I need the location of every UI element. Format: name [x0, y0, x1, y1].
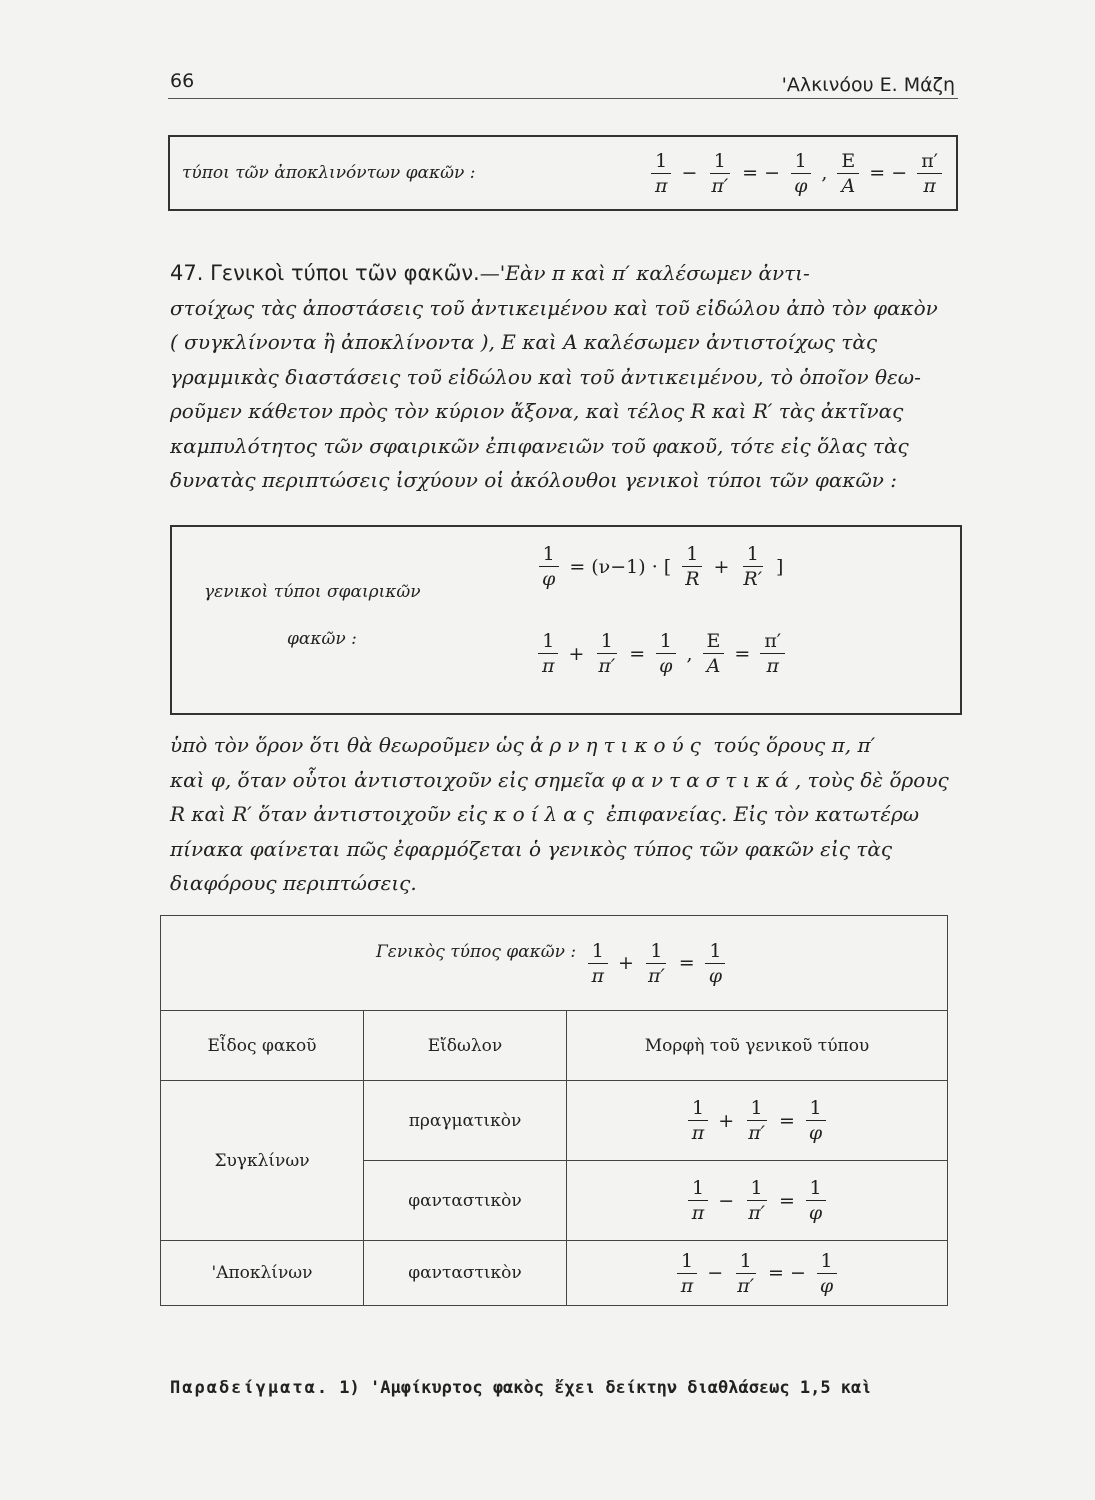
fraction: [651, 149, 672, 198]
numerator: 1: [747, 1096, 767, 1121]
table-title: Γενικὸς τύπος φακῶν :: [375, 941, 577, 962]
fraction: [805, 1176, 826, 1225]
fraction: [655, 629, 676, 678]
text: R καὶ R′ ὅταν ἀντιστοιχοῦν εἰς: [170, 802, 494, 826]
spaced-text: κοίλας: [493, 802, 600, 826]
denominator: φ: [808, 1202, 823, 1224]
fraction: [538, 542, 559, 591]
numerator: 1: [538, 629, 558, 654]
numerator: 1: [736, 1249, 756, 1274]
denominator: π′: [598, 655, 616, 677]
formula-operator: =: [779, 1109, 795, 1132]
fraction: [917, 149, 942, 198]
fraction: [703, 629, 725, 678]
fraction: [681, 542, 703, 591]
numerator: E: [837, 149, 859, 174]
numerator: 1: [597, 629, 617, 654]
formula: [682, 1176, 832, 1225]
denominator: π′: [748, 1202, 765, 1224]
formula-operator: ]: [776, 555, 784, 578]
fraction: [588, 939, 609, 988]
formula-operator: =: [734, 642, 751, 665]
examples-label: Παραδείγματα.: [170, 1378, 330, 1398]
formula: [645, 149, 948, 198]
formula: [671, 1249, 843, 1298]
formula-operator: −: [681, 162, 698, 184]
section-47: [170, 256, 960, 498]
formula-operator: ,: [686, 642, 693, 665]
formula-operator: =: [779, 1189, 795, 1212]
formula-operator: = −: [742, 162, 781, 184]
fraction: [707, 149, 732, 198]
formula-operator: +: [718, 1109, 735, 1132]
paragraph-line: στοίχως τὰς ἀποστάσεις τοῦ ἀντικειμένου καὶ τοῦ εἰδώλου ἀπὸ τὸν φακὸν: [170, 295, 938, 320]
formula-operator: −: [718, 1189, 735, 1212]
numerator: 1: [747, 1176, 767, 1201]
formula-operator: = −: [869, 162, 908, 184]
denominator: π: [591, 964, 605, 987]
numerator: 1: [646, 939, 666, 964]
lens-formula: [532, 629, 791, 678]
fraction: [677, 1249, 698, 1298]
denominator: φ: [659, 655, 673, 677]
paragraph-line: ροῦμεν κάθετον πρὸς τὸν κύριον ἄξονα, καὶ τέλος R καὶ R′ τὰς ἀκτῖνας: [170, 399, 904, 423]
fraction: [705, 939, 726, 988]
fraction: [790, 149, 811, 198]
numerator: 1: [806, 1096, 826, 1121]
formula-operator: +: [618, 952, 634, 974]
denominator: φ: [819, 1274, 834, 1297]
fraction: [739, 542, 766, 591]
column-header: Εἴδωλον: [364, 1011, 567, 1081]
formula-operator: = (ν−1) · [: [569, 555, 672, 578]
formula-box-label: φακῶν :: [287, 629, 357, 649]
denominator: A: [706, 655, 721, 677]
numerator: 1: [806, 1176, 826, 1201]
fraction: [688, 1096, 709, 1145]
numerator: 1: [705, 939, 725, 964]
paragraph-line: διαφόρους περιπτώσεις.: [170, 871, 417, 895]
paragraph-line: πίνακα φαίνεται πῶς ἐφαρμόζεται ὁ γενικὸς τύπος τῶν φακῶν εἰς τὰς: [170, 836, 893, 861]
fraction: [744, 1176, 769, 1225]
formula: [582, 939, 732, 988]
numerator: 1: [588, 939, 608, 964]
section-heading: 47. Γενικοὶ τύποι τῶν φακῶν.: [170, 261, 480, 285]
formula-box-general: [170, 525, 962, 715]
fraction: [733, 1249, 758, 1298]
denominator: π′: [647, 964, 665, 987]
numerator: 1: [817, 1249, 837, 1274]
image-type-cell: φανταστικὸν: [364, 1161, 567, 1241]
fraction: [688, 1176, 709, 1225]
paragraph-conditions: [170, 728, 960, 901]
denominator: φ: [794, 174, 808, 197]
table-row: [161, 1241, 948, 1306]
denominator: φ: [808, 1122, 823, 1144]
denominator: R′: [743, 568, 763, 590]
paragraph-line: δυνατὰς περιπτώσεις ἰσχύουν οἱ ἀκόλουθοι γενικοὶ τύποι τῶν φακῶν :: [170, 468, 898, 492]
formula-box-diverging: [168, 135, 958, 211]
image-type-cell: πραγματικὸν: [364, 1081, 567, 1161]
numerator: 1: [682, 542, 702, 567]
fraction: [744, 1096, 769, 1145]
fraction: [594, 629, 619, 678]
denominator: π: [691, 1202, 705, 1224]
table-header-row: [161, 1011, 948, 1081]
formula: [682, 1096, 832, 1145]
lensmaker-formula: [532, 542, 787, 591]
formula-operator: +: [713, 555, 730, 578]
column-header: Μορφὴ τοῦ γενικοῦ τύπου: [567, 1011, 948, 1081]
text: ἐπιφανείας. Εἰς τὸν κατωτέρω: [599, 802, 920, 826]
formula-operator: =: [629, 642, 646, 665]
fraction: [816, 1249, 837, 1298]
denominator: π′: [711, 174, 729, 197]
paragraph-line: γραμμικὰς διαστάσεις τοῦ εἰδώλου καὶ τοῦ ἀντικειμένου, τὸ ὁποῖον θεω-: [170, 364, 921, 389]
formula-box-label: γενικοὶ τύποι σφαιρικῶν: [204, 582, 421, 602]
numerator: 1: [651, 149, 671, 174]
denominator: π′: [737, 1274, 755, 1297]
denominator: φ: [542, 568, 556, 590]
denominator: π: [766, 655, 779, 677]
denominator: π: [691, 1122, 705, 1144]
examples-line: [170, 1378, 872, 1398]
formula-operator: =: [678, 952, 695, 974]
denominator: π: [680, 1274, 694, 1297]
paragraph-line: καμπυλότητος τῶν σφαιρικῶν ἐπιφανειῶν τοῦ φακοῦ, τότε εἰς ὅλας τὰς: [170, 433, 909, 458]
denominator: π: [923, 174, 936, 197]
numerator: 1: [710, 149, 730, 174]
fraction: [760, 629, 785, 678]
numerator: 1: [688, 1176, 708, 1201]
table-row: [161, 1081, 948, 1161]
formula-operator: +: [568, 642, 585, 665]
text: τούς ὅρους π, π′: [706, 733, 876, 757]
fraction: [805, 1096, 826, 1145]
text: ὑπὸ τὸν ὅρον ὅτι θὰ θεωροῦμεν ὡς: [170, 733, 531, 757]
image-type-cell: φανταστικὸν: [364, 1241, 567, 1306]
denominator: π: [542, 655, 555, 677]
numerator: 1: [688, 1096, 708, 1121]
numerator: 1: [539, 542, 559, 567]
spaced-text: ἀρνητικούς: [530, 733, 707, 757]
fraction: [837, 149, 859, 198]
fraction: [644, 939, 669, 988]
numerator: 1: [656, 629, 676, 654]
denominator: R: [685, 568, 700, 590]
header-rule: [168, 98, 958, 99]
numerator: 1: [677, 1249, 697, 1274]
lens-type-cell: 'Αποκλίνων: [161, 1241, 364, 1306]
denominator: π: [654, 174, 668, 197]
denominator: φ: [708, 964, 723, 987]
numerator: π′: [917, 149, 942, 174]
numerator: 1: [791, 149, 811, 174]
numerator: π′: [760, 629, 785, 654]
denominator: A: [841, 174, 856, 197]
numerator: E: [703, 629, 725, 654]
text: , τοὺς δὲ ὅρους: [794, 767, 949, 792]
lens-formula-table: [160, 915, 948, 1306]
text: καὶ φ, ὅταν οὗτοι ἀντιστοιχοῦν εἰς σημεῖα: [170, 767, 612, 792]
examples-text: 1) 'Αμφίκυρτος φακὸς ἔχει δείκτην διαθλάσεως 1,5 καὶ: [329, 1378, 872, 1398]
fraction: [538, 629, 559, 678]
column-header: Εἶδος φακοῦ: [161, 1011, 364, 1081]
formula-box-label: τύποι τῶν ἀποκλινόντων φακῶν :: [182, 163, 476, 183]
formula-operator: = −: [768, 1262, 806, 1284]
denominator: π′: [748, 1122, 765, 1144]
formula-operator: −: [707, 1262, 724, 1284]
running-header-author: 'Αλκινόου Ε. Μάζη: [781, 74, 955, 96]
formula-operator: ,: [821, 162, 828, 184]
numerator: 1: [743, 542, 763, 567]
page-number: 66: [170, 70, 195, 92]
paragraph-line: —'Εὰν π καὶ π′ καλέσωμεν ἀντι-: [479, 261, 810, 285]
paragraph-line: ( συγκλίνοντα ἢ ἀποκλίνοντα ), E καὶ A καλέσωμεν ἀντιστοίχως τὰς: [170, 330, 878, 354]
lens-type-cell: Συγκλίνων: [161, 1081, 364, 1241]
table-title-cell: [161, 916, 948, 1011]
spaced-text: φανταστικά: [611, 767, 795, 792]
